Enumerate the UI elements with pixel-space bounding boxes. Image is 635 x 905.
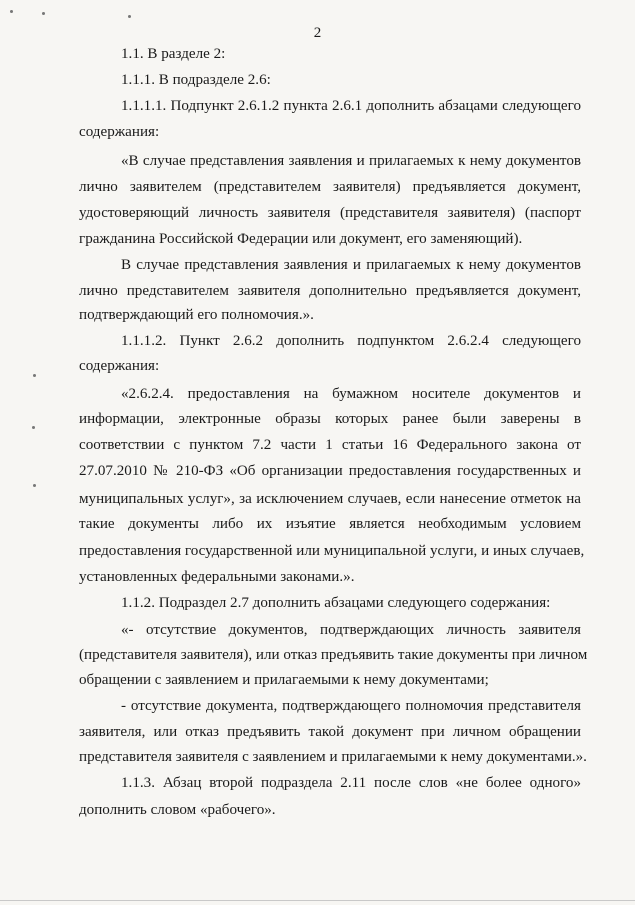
line-item-1-1-1-2: 1.1.1.2. Пункт 2.6.2 дополнить подпунктом 2.6.2.4 следующего xyxy=(121,333,581,349)
text-line: содержания: xyxy=(79,124,160,140)
scan-speck xyxy=(32,426,35,429)
text-line: «В случае представления заявления и прилагаемых к нему документов xyxy=(121,153,581,169)
text-line: предоставления государственной или муниципальной услуги, и иных случаев, xyxy=(79,543,585,559)
page-number: 2 xyxy=(313,25,322,41)
line-item-1-1-1-1: 1.1.1.1. Подпункт 2.6.1.2 пункта 2.6.1 дополнить абзацами следующего xyxy=(121,98,581,114)
text-line: муниципальных услуг», за исключением случаев, если нанесение отметок на xyxy=(79,491,581,507)
text-line: заявителя, или отказ предъявить такой документ при личном обращении xyxy=(79,724,581,740)
text-line: гражданина Российской Федерации или документ, его заменяющий). xyxy=(79,231,523,247)
line-section-2: 1.1. В разделе 2: xyxy=(121,46,226,62)
scan-speck xyxy=(33,484,36,487)
text-line: подтверждающий его полномочия.». xyxy=(79,307,314,323)
text-line: - отсутствие документа, подтверждающего полномочия представителя xyxy=(121,698,581,714)
text-line: дополнить словом «рабочего». xyxy=(79,802,276,818)
text-line: обращении с заявлением и прилагаемыми к нему документами; xyxy=(79,672,489,688)
line-item-1-1-2: 1.1.2. Подраздел 2.7 дополнить абзацами следующего содержания: xyxy=(121,595,551,611)
text-line: удостоверяющий личность заявителя (представителя заявителя) (паспорт xyxy=(79,205,581,221)
text-line: представителя заявителя с заявлением и прилагаемыми к нему документами.». xyxy=(79,749,587,765)
scan-speck xyxy=(42,12,45,15)
text-line: В случае представления заявления и прилагаемых к нему документов xyxy=(121,257,581,273)
text-line: «2.6.2.4. предоставления на бумажном носителе документов и xyxy=(121,386,581,402)
scan-speck xyxy=(10,10,13,13)
text-line: информации, электронные образы которых ранее были заверены в xyxy=(79,411,581,427)
line-item-1-1-3: 1.1.3. Абзац второй подраздела 2.11 после слов «не более одного» xyxy=(121,775,581,791)
text-line: (представителя заявителя), или отказ предъявить такие документы при личном xyxy=(79,647,588,663)
text-line: «- отсутствие документов, подтверждающих личность заявителя xyxy=(121,622,581,638)
text-line: содержания: xyxy=(79,358,160,374)
line-subsection-2-6: 1.1.1. В подразделе 2.6: xyxy=(121,72,271,88)
scan-speck xyxy=(128,15,131,18)
text-line: такие документы либо их изъятие является необходимым условием xyxy=(79,516,581,532)
text-line: 27.07.2010 № 210-ФЗ «Об организации предоставления государственных и xyxy=(79,463,581,479)
text-line: лично представителем заявителя дополнительно предъявляется документ, xyxy=(79,283,581,299)
text-line: соответствии с пунктом 7.2 части 1 статьи 16 Федерального закона от xyxy=(79,437,581,453)
text-line: установленных федеральными законами.». xyxy=(79,569,355,585)
scan-speck xyxy=(33,374,36,377)
text-line: лично заявителем (представителем заявителя) предъявляется документ, xyxy=(79,179,581,195)
page-bottom-edge xyxy=(0,900,635,901)
